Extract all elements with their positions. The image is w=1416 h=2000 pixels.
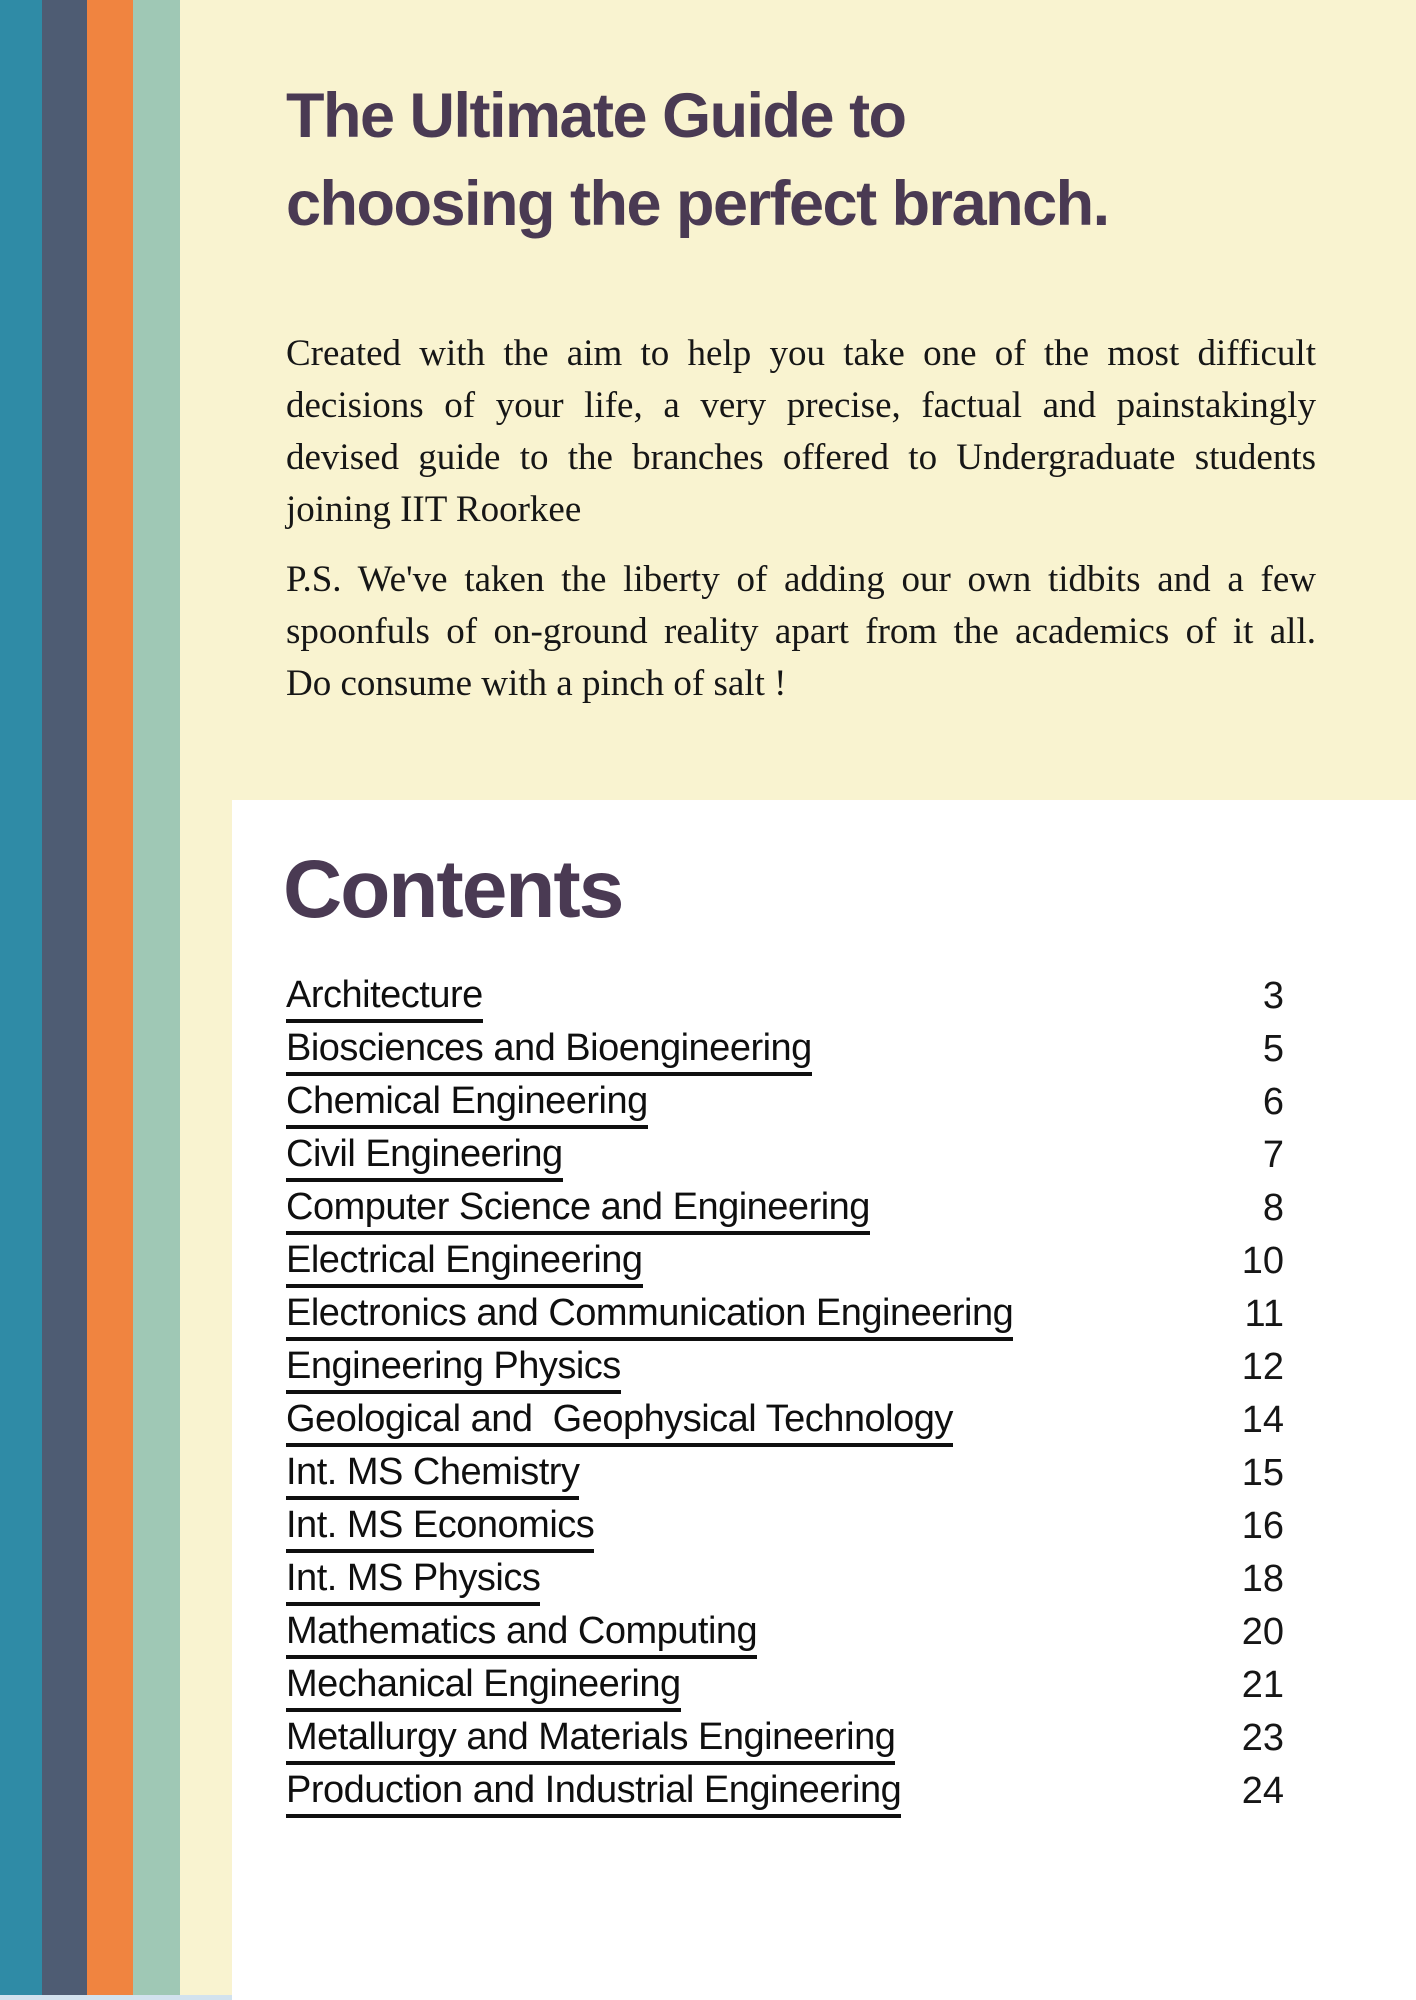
paragraph-line: Do consume with a pinch of salt ! <box>286 663 787 704</box>
toc-page-number: 12 <box>1241 1346 1284 1388</box>
toc-page-number: 23 <box>1241 1717 1284 1759</box>
toc-entry-link[interactable]: Civil Engineering <box>286 1134 563 1182</box>
toc-page-number: 24 <box>1241 1770 1284 1812</box>
toc-entry-link[interactable]: Mechanical Engineering <box>286 1664 681 1712</box>
toc-row <box>286 1611 1284 1664</box>
intro-paragraph-1 <box>286 328 1316 536</box>
toc-row <box>286 1134 1284 1187</box>
toc-page-number: 15 <box>1241 1452 1284 1494</box>
toc-page-number: 8 <box>1262 1187 1284 1229</box>
toc-page-number: 3 <box>1262 975 1284 1017</box>
toc-row <box>286 1770 1284 1823</box>
toc-entry-link[interactable]: Int. MS Physics <box>286 1558 540 1606</box>
toc-row <box>286 1399 1284 1452</box>
toc-row <box>286 1187 1284 1240</box>
page-bottom-edge <box>0 1995 232 2000</box>
toc-row <box>286 1346 1284 1399</box>
table-of-contents <box>286 975 1284 1823</box>
toc-row <box>286 1452 1284 1505</box>
decorative-stripe-sage <box>133 0 180 2000</box>
toc-entry-link[interactable]: Electrical Engineering <box>286 1240 643 1288</box>
paragraph-line: joining IIT Roorkee <box>286 489 582 530</box>
toc-row <box>286 1505 1284 1558</box>
toc-entry-link[interactable]: Mathematics and Computing <box>286 1611 757 1659</box>
contents-heading: Contents <box>283 844 623 935</box>
toc-page-number: 21 <box>1241 1664 1284 1706</box>
toc-row <box>286 1558 1284 1611</box>
toc-entry-link[interactable]: Engineering Physics <box>286 1346 621 1394</box>
toc-page-number: 6 <box>1262 1081 1284 1123</box>
toc-page-number: 11 <box>1244 1293 1284 1335</box>
toc-row <box>286 975 1284 1028</box>
page-title-line: The Ultimate Guide to <box>286 81 906 151</box>
toc-entry-link[interactable]: Electronics and Communication Engineering <box>286 1293 1013 1341</box>
toc-page-number: 20 <box>1241 1611 1284 1653</box>
paragraph-line: Created with the aim to help you take one of the most difficult <box>286 333 1316 374</box>
paragraph-line: decisions of your life, a very precise, factual and painstakingly <box>286 385 1316 426</box>
toc-row <box>286 1240 1284 1293</box>
page-title <box>286 72 1326 248</box>
intro-paragraph-2 <box>286 554 1316 710</box>
toc-entry-link[interactable]: Metallurgy and Materials Engineering <box>286 1717 895 1765</box>
toc-page-number: 14 <box>1241 1399 1284 1441</box>
paragraph-line: devised guide to the branches offered to Undergraduate students <box>286 437 1316 478</box>
toc-row <box>286 1293 1284 1346</box>
toc-entry-link[interactable]: Chemical Engineering <box>286 1081 648 1129</box>
toc-entry-link[interactable]: Int. MS Chemistry <box>286 1452 579 1500</box>
decorative-stripe-slate <box>42 0 87 2000</box>
paragraph-line: P.S. We've taken the liberty of adding our own tidbits and a few <box>286 559 1316 600</box>
toc-entry-link[interactable]: Biosciences and Bioengineering <box>286 1028 812 1076</box>
toc-row <box>286 1081 1284 1134</box>
decorative-stripe-teal <box>0 0 42 2000</box>
paragraph-line: spoonfuls of on-ground reality apart from the academics of it all. <box>286 611 1316 652</box>
toc-page-number: 18 <box>1241 1558 1284 1600</box>
toc-entry-link[interactable]: Architecture <box>286 975 483 1023</box>
toc-row <box>286 1664 1284 1717</box>
page-title-line: choosing the perfect branch. <box>286 169 1109 239</box>
toc-page-number: 5 <box>1262 1028 1284 1070</box>
toc-entry-link[interactable]: Geological and Geophysical Technology <box>286 1399 953 1447</box>
decorative-stripe-orange <box>87 0 133 2000</box>
toc-entry-link[interactable]: Production and Industrial Engineering <box>286 1770 901 1818</box>
toc-page-number: 10 <box>1241 1240 1284 1282</box>
toc-entry-link[interactable]: Computer Science and Engineering <box>286 1187 870 1235</box>
toc-row <box>286 1028 1284 1081</box>
toc-page-number: 7 <box>1262 1134 1284 1176</box>
toc-entry-link[interactable]: Int. MS Economics <box>286 1505 594 1553</box>
toc-row <box>286 1717 1284 1770</box>
toc-page-number: 16 <box>1241 1505 1284 1547</box>
